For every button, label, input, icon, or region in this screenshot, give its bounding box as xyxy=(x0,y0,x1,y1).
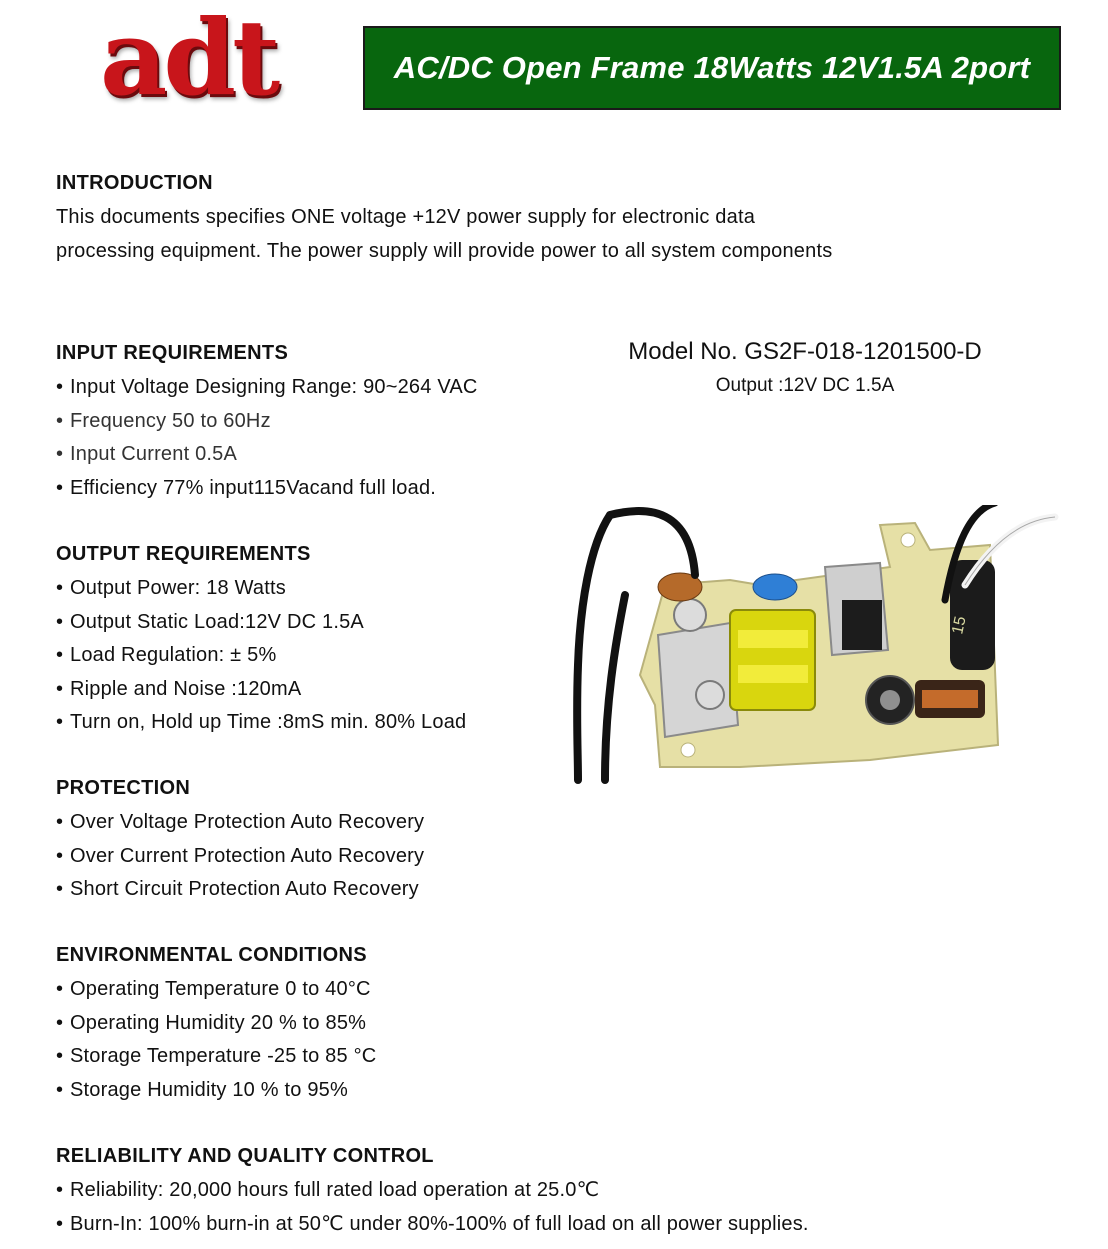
list-item xyxy=(56,840,424,874)
bullet-icon: • xyxy=(56,1179,64,1201)
input-wire xyxy=(610,511,695,575)
protection-section xyxy=(56,777,424,907)
list-item-text: Short Circuit Protection Auto Recovery xyxy=(70,878,419,900)
list-item-text: Reliability: 20,000 hours full rated load operation at 25.0℃ xyxy=(70,1179,600,1201)
list-item-text: Input Voltage Designing Range: 90~264 VAC xyxy=(70,376,478,398)
power-supply-board-image xyxy=(570,505,1060,790)
list-item xyxy=(56,438,478,472)
ceramic-capacitor xyxy=(753,574,797,600)
list-item-text: Over Current Protection Auto Recovery xyxy=(70,844,425,867)
list-item xyxy=(56,673,466,707)
bullet-icon: • xyxy=(56,409,64,432)
list-item-text: Burn-In: 100% burn-in at 50℃ under 80%-100% of full load on all power supplies. xyxy=(70,1212,809,1235)
list-item-text: Output Power: 18 Watts xyxy=(70,577,286,599)
list-item xyxy=(56,472,478,506)
reliability-list xyxy=(56,1174,809,1241)
logo-text: adt xyxy=(100,0,277,119)
list-item-text: Over Voltage Protection Auto Recovery xyxy=(70,811,425,833)
list-item xyxy=(56,1174,809,1208)
small-capacitor xyxy=(696,681,724,709)
section-heading: INPUT REQUIREMENTS xyxy=(56,342,289,364)
bullet-icon: • xyxy=(56,376,64,398)
list-item-text: Efficiency 77% input115Vacand full load. xyxy=(70,476,437,499)
mounting-hole xyxy=(901,533,915,547)
model-output: Output :12V DC 1.5A xyxy=(715,375,895,396)
list-item xyxy=(56,1208,809,1242)
mounting-hole xyxy=(681,743,695,757)
list-item-text: Operating Temperature 0 to 40°C xyxy=(70,978,371,1000)
bullet-icon: • xyxy=(56,878,64,900)
list-item-text: Frequency 50 to 60Hz xyxy=(70,409,271,432)
bullet-icon: • xyxy=(56,711,64,733)
output-requirements-section xyxy=(56,543,466,740)
list-item xyxy=(56,706,466,740)
reliability-section xyxy=(56,1145,809,1241)
bullet-icon: • xyxy=(56,476,64,499)
small-capacitor xyxy=(674,599,706,631)
heatsink xyxy=(658,623,738,737)
list-item-text: Load Regulation: ± 5% xyxy=(70,644,277,666)
bullet-icon: • xyxy=(56,443,64,465)
environmental-section xyxy=(56,944,376,1107)
list-item xyxy=(56,371,478,405)
section-heading: ENVIRONMENTAL CONDITIONS xyxy=(56,944,367,966)
introduction-line: This documents specifies ONE voltage +12V power supply for electronic data xyxy=(56,206,756,228)
bullet-icon: • xyxy=(56,677,64,700)
list-item xyxy=(56,639,466,673)
bullet-icon: • xyxy=(56,811,64,833)
list-item xyxy=(56,1074,376,1108)
section-heading: OUTPUT REQUIREMENTS xyxy=(56,543,311,565)
capacitor-top xyxy=(880,690,900,710)
model-info xyxy=(560,336,1050,400)
protection-list xyxy=(56,806,424,907)
transformer xyxy=(730,610,815,710)
output-requirements-list xyxy=(56,572,466,740)
list-item-text: Storage Humidity 10 % to 95% xyxy=(70,1078,348,1101)
list-item xyxy=(56,1007,376,1041)
list-item xyxy=(56,973,376,1007)
bullet-icon: • xyxy=(56,644,64,666)
product-photo xyxy=(570,505,1060,790)
bullet-icon: • xyxy=(56,1078,64,1101)
list-item-text: Ripple and Noise :120mA xyxy=(70,677,302,700)
page-title: AC/DC Open Frame 18Watts 12V1.5A 2port xyxy=(393,50,1031,85)
choke-winding xyxy=(922,690,978,708)
list-item-text: Storage Temperature -25 to 85 °C xyxy=(70,1045,377,1067)
introduction-line: processing equipment. The power supply will provide power to all system components xyxy=(56,239,833,262)
list-item-text: Output Static Load:12V DC 1.5A xyxy=(70,610,364,633)
section-heading: RELIABILITY AND QUALITY CONTROL xyxy=(56,1145,434,1167)
bullet-icon: • xyxy=(56,1011,64,1034)
input-wire xyxy=(605,595,625,780)
bullet-icon: • xyxy=(56,844,64,867)
list-item-text: Turn on, Hold up Time :8mS min. 80% Load xyxy=(70,711,467,733)
capacitor-marking-icon: 15 xyxy=(949,614,970,636)
environmental-list xyxy=(56,973,376,1107)
bullet-icon: • xyxy=(56,610,64,633)
introduction-heading: INTRODUCTION xyxy=(56,172,213,194)
list-item-text: Input Current 0.5A xyxy=(70,443,238,465)
transistor xyxy=(842,600,882,650)
title-banner xyxy=(363,26,1061,110)
model-number: Model No. GS2F-018-1201500-D xyxy=(628,338,982,365)
bullet-icon: • xyxy=(56,1212,64,1235)
list-item xyxy=(56,1040,376,1074)
section-heading: PROTECTION xyxy=(56,777,191,799)
list-item xyxy=(56,572,466,606)
input-requirements-list xyxy=(56,371,478,505)
bullet-icon: • xyxy=(56,978,64,1000)
list-item xyxy=(56,606,466,640)
introduction-section xyxy=(56,172,832,268)
list-item-text: Operating Humidity 20 % to 85% xyxy=(70,1011,367,1034)
list-item xyxy=(56,873,424,907)
transformer-winding xyxy=(738,665,808,683)
bullet-icon: • xyxy=(56,1045,64,1067)
transformer-winding xyxy=(738,630,808,648)
bullet-icon: • xyxy=(56,577,64,599)
list-item xyxy=(56,405,478,439)
list-item xyxy=(56,806,424,840)
company-logo xyxy=(100,0,315,119)
input-requirements-section xyxy=(56,342,478,505)
